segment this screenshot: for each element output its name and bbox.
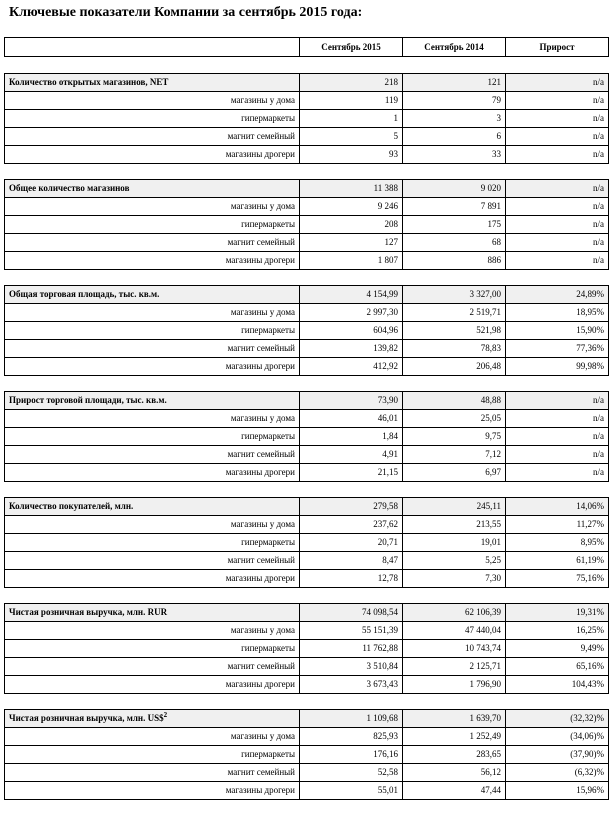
section-label-text: Чистая розничная выручка, млн. US$: [9, 713, 164, 723]
value-cell: 11,27%: [505, 515, 609, 534]
value-cell: 99,98%: [505, 357, 609, 376]
section-label: [4, 179, 300, 198]
value-cell: 206,48: [402, 357, 506, 376]
value-cell: 65,16%: [505, 657, 609, 676]
value-cell: n/a: [505, 251, 609, 270]
value-cell: n/a: [505, 127, 609, 146]
value-cell: 46,01: [299, 409, 403, 428]
row-label: магнит семейный: [4, 127, 300, 146]
header-cell-growth: Прирост: [505, 37, 609, 57]
value-cell: 8,95%: [505, 533, 609, 552]
value-cell: n/a: [505, 409, 609, 428]
table-row: [4, 110, 610, 128]
row-label: магазины дрогери: [4, 781, 300, 800]
header-cell-label: [4, 37, 300, 57]
value-cell: 48,88: [402, 391, 506, 410]
row-label: магазины дрогери: [4, 145, 300, 164]
row-label: магнит семейный: [4, 233, 300, 252]
value-cell: 412,92: [299, 357, 403, 376]
section-label: [4, 603, 300, 622]
table-row: [4, 622, 610, 640]
value-cell: 4 154,99: [299, 285, 403, 304]
row-label: гипермаркеты: [4, 215, 300, 234]
value-cell: 825,93: [299, 727, 403, 746]
value-cell: 237,62: [299, 515, 403, 534]
row-label: магазины дрогери: [4, 251, 300, 270]
value-cell: n/a: [505, 179, 609, 198]
table-row: [4, 676, 610, 694]
value-cell: n/a: [505, 215, 609, 234]
row-label: гипермаркеты: [4, 533, 300, 552]
value-cell: 9,49%: [505, 639, 609, 658]
value-cell: 121: [402, 73, 506, 92]
value-cell: 15,90%: [505, 321, 609, 340]
table-row: [4, 252, 610, 270]
value-cell: n/a: [505, 445, 609, 464]
value-cell: 4,91: [299, 445, 403, 464]
value-cell: 9,75: [402, 427, 506, 446]
value-cell: 78,83: [402, 339, 506, 358]
row-label: магнит семейный: [4, 339, 300, 358]
value-cell: 1,84: [299, 427, 403, 446]
value-cell: 21,15: [299, 463, 403, 482]
header-cell-sep-2014: Сентябрь 2014: [402, 37, 506, 57]
table-row: [4, 446, 610, 464]
value-cell: n/a: [505, 109, 609, 128]
value-cell: 6,97: [402, 463, 506, 482]
row-label: магазины у дома: [4, 91, 300, 110]
row-label: магазины у дома: [4, 727, 300, 746]
section-spacer: [4, 482, 610, 498]
section-label-text: Количество покупателей, млн.: [9, 501, 134, 511]
page-title: Ключевые показатели Компании за сентябрь 2015 года:: [9, 5, 363, 20]
row-label: магазины дрогери: [4, 675, 300, 694]
value-cell: 2 125,71: [402, 657, 506, 676]
value-cell: n/a: [505, 391, 609, 410]
section-row: [4, 180, 610, 198]
table-row: [4, 358, 610, 376]
value-cell: n/a: [505, 427, 609, 446]
row-label: магазины дрогери: [4, 569, 300, 588]
value-cell: 10 743,74: [402, 639, 506, 658]
section-spacer: [4, 376, 610, 392]
table-row: [4, 216, 610, 234]
section-label: [4, 497, 300, 516]
value-cell: 11 388: [299, 179, 403, 198]
row-label: магазины у дома: [4, 515, 300, 534]
table-row: [4, 764, 610, 782]
value-cell: 7 891: [402, 197, 506, 216]
value-cell: 886: [402, 251, 506, 270]
table-row: [4, 340, 610, 358]
value-cell: 1 252,49: [402, 727, 506, 746]
row-label: гипермаркеты: [4, 109, 300, 128]
row-label: магазины дрогери: [4, 357, 300, 376]
table-header-row: [4, 38, 610, 58]
table-row: [4, 410, 610, 428]
section-label-text: Количество открытых магазинов, NET: [9, 77, 169, 87]
value-cell: 47,44: [402, 781, 506, 800]
value-cell: 12,78: [299, 569, 403, 588]
value-cell: 68: [402, 233, 506, 252]
section-row: [4, 392, 610, 410]
header-cell-sep-2015: Сентябрь 2015: [299, 37, 403, 57]
section-label: [4, 391, 300, 410]
value-cell: (34,06)%: [505, 727, 609, 746]
value-cell: 16,25%: [505, 621, 609, 640]
section-row: [4, 604, 610, 622]
row-label: магнит семейный: [4, 763, 300, 782]
value-cell: (6,32)%: [505, 763, 609, 782]
table-row: [4, 464, 610, 482]
value-cell: 1: [299, 109, 403, 128]
value-cell: 20,71: [299, 533, 403, 552]
section-spacer: [4, 588, 610, 604]
value-cell: 5: [299, 127, 403, 146]
value-cell: 19,01: [402, 533, 506, 552]
table-row: [4, 570, 610, 588]
value-cell: 79: [402, 91, 506, 110]
value-cell: 7,12: [402, 445, 506, 464]
value-cell: 75,16%: [505, 569, 609, 588]
value-cell: 604,96: [299, 321, 403, 340]
footnote-marker: 2: [163, 711, 168, 719]
value-cell: 14,06%: [505, 497, 609, 516]
value-cell: 73,90: [299, 391, 403, 410]
row-label: магазины у дома: [4, 409, 300, 428]
value-cell: 1 109,68: [299, 709, 403, 728]
section-label: [4, 709, 300, 728]
value-cell: 104,43%: [505, 675, 609, 694]
row-label: гипермаркеты: [4, 321, 300, 340]
value-cell: 6: [402, 127, 506, 146]
value-cell: 56,12: [402, 763, 506, 782]
value-cell: 5,25: [402, 551, 506, 570]
section-spacer: [4, 270, 610, 286]
table-row: [4, 746, 610, 764]
row-label: магнит семейный: [4, 445, 300, 464]
value-cell: 7,30: [402, 569, 506, 588]
row-label: гипермаркеты: [4, 639, 300, 658]
value-cell: 175: [402, 215, 506, 234]
value-cell: 77,36%: [505, 339, 609, 358]
section-label: [4, 73, 300, 92]
table-row: [4, 198, 610, 216]
value-cell: 2 519,71: [402, 303, 506, 322]
table-row: [4, 782, 610, 800]
row-label: магазины дрогери: [4, 463, 300, 482]
table-row: [4, 552, 610, 570]
kpi-table: [4, 38, 610, 800]
row-label: магнит семейный: [4, 657, 300, 676]
value-cell: 3 327,00: [402, 285, 506, 304]
value-cell: 11 762,88: [299, 639, 403, 658]
section-label-text: Общая торговая площадь, тыс. кв.м.: [9, 289, 160, 299]
row-label: магазины у дома: [4, 303, 300, 322]
value-cell: 176,16: [299, 745, 403, 764]
value-cell: 1 796,90: [402, 675, 506, 694]
section-row: [4, 74, 610, 92]
section-label-text: Общее количество магазинов: [9, 183, 130, 193]
value-cell: 52,58: [299, 763, 403, 782]
value-cell: 521,98: [402, 321, 506, 340]
value-cell: 61,19%: [505, 551, 609, 570]
row-label: гипермаркеты: [4, 427, 300, 446]
value-cell: 139,82: [299, 339, 403, 358]
section-row: [4, 498, 610, 516]
value-cell: n/a: [505, 73, 609, 92]
row-label: гипермаркеты: [4, 745, 300, 764]
table-row: [4, 640, 610, 658]
value-cell: n/a: [505, 233, 609, 252]
value-cell: 279,58: [299, 497, 403, 516]
section-label-text: Прирост торговой площади, тыс. кв.м.: [9, 395, 167, 405]
value-cell: 119: [299, 91, 403, 110]
value-cell: 55 151,39: [299, 621, 403, 640]
value-cell: 8,47: [299, 551, 403, 570]
table-row: [4, 234, 610, 252]
value-cell: 15,96%: [505, 781, 609, 800]
section-label: [4, 285, 300, 304]
value-cell: 208: [299, 215, 403, 234]
row-label: магнит семейный: [4, 551, 300, 570]
value-cell: n/a: [505, 463, 609, 482]
value-cell: 47 440,04: [402, 621, 506, 640]
value-cell: 9 020: [402, 179, 506, 198]
value-cell: 24,89%: [505, 285, 609, 304]
value-cell: 25,05: [402, 409, 506, 428]
value-cell: 55,01: [299, 781, 403, 800]
table-row: [4, 304, 610, 322]
value-cell: 1 807: [299, 251, 403, 270]
value-cell: 19,31%: [505, 603, 609, 622]
table-row: [4, 128, 610, 146]
section-row: [4, 286, 610, 304]
value-cell: 93: [299, 145, 403, 164]
value-cell: 62 106,39: [402, 603, 506, 622]
value-cell: (32,32)%: [505, 709, 609, 728]
value-cell: 3: [402, 109, 506, 128]
value-cell: 127: [299, 233, 403, 252]
value-cell: n/a: [505, 145, 609, 164]
table-row: [4, 428, 610, 446]
table-row: [4, 146, 610, 164]
value-cell: 1 639,70: [402, 709, 506, 728]
table-row: [4, 534, 610, 552]
value-cell: 218: [299, 73, 403, 92]
value-cell: 33: [402, 145, 506, 164]
section-row: [4, 710, 610, 728]
section-spacer: [4, 694, 610, 710]
table-row: [4, 516, 610, 534]
value-cell: 74 098,54: [299, 603, 403, 622]
section-label-text: Чистая розничная выручка, млн. RUR: [9, 607, 168, 617]
table-row: [4, 658, 610, 676]
table-row: [4, 92, 610, 110]
value-cell: (37,90)%: [505, 745, 609, 764]
section-spacer: [4, 164, 610, 180]
value-cell: 213,55: [402, 515, 506, 534]
table-row: [4, 322, 610, 340]
value-cell: 9 246: [299, 197, 403, 216]
row-label: магазины у дома: [4, 197, 300, 216]
value-cell: 283,65: [402, 745, 506, 764]
table-row: [4, 728, 610, 746]
value-cell: 3 673,43: [299, 675, 403, 694]
value-cell: 2 997,30: [299, 303, 403, 322]
section-spacer: [4, 58, 610, 74]
value-cell: 18,95%: [505, 303, 609, 322]
row-label: магазины у дома: [4, 621, 300, 640]
value-cell: n/a: [505, 197, 609, 216]
value-cell: n/a: [505, 91, 609, 110]
value-cell: 245,11: [402, 497, 506, 516]
value-cell: 3 510,84: [299, 657, 403, 676]
